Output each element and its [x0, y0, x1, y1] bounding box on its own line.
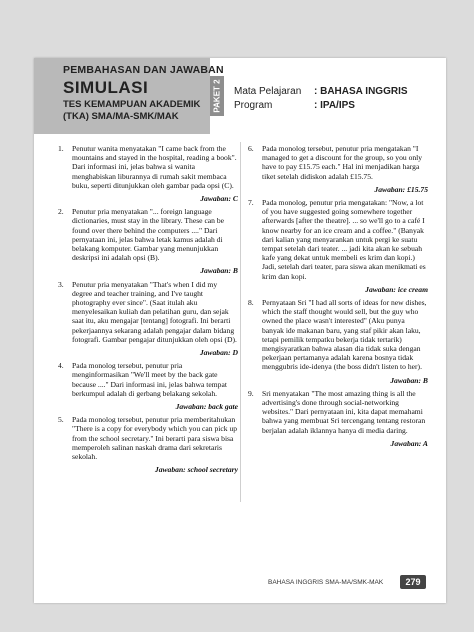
list-item: [248, 298, 428, 372]
list-item: [248, 144, 428, 181]
list-item: [248, 389, 428, 435]
header-subtitle-line2: (TKA) SMA/MA-SMK/MAK: [63, 111, 179, 122]
list-item: [58, 415, 238, 461]
answer-key: Jawaban: B: [200, 266, 238, 276]
subject-label: Mata Pelajaran: [234, 86, 302, 97]
item-number: 4.: [58, 361, 64, 371]
answer-key: Jawaban: back gate: [175, 402, 238, 412]
answer-key: Jawaban: ice cream: [365, 284, 428, 294]
item-number: 5.: [58, 415, 64, 425]
item-number: 1.: [58, 144, 64, 153]
item-number: 2.: [58, 207, 64, 217]
program-label: Program: [234, 100, 273, 111]
document-page: [34, 58, 446, 603]
left-column: [58, 144, 238, 479]
subject-value: : BAHASA INGGRIS: [314, 86, 408, 97]
header-title-line1: PEMBAHASAN DAN JAWABAN: [63, 64, 224, 76]
item-text: Pada monolog tersebut, penutur pria mengatakan "I managed to get a discount for the group, so you only have to pay £15.75 each." Hal ini menjadikan harga tiket setelah didiskon adalah £15.75.: [262, 144, 423, 181]
paket-tab: [210, 76, 224, 116]
subject-row: [234, 86, 408, 97]
item-number: 7.: [248, 198, 254, 208]
answer-key: Jawaban: C: [200, 194, 238, 204]
item-text: Penutur pria menyatakan "... foreign language dictionaries, must stay in the library. These can be found over there behind the computers ...." Dari pernyataan ini, jelas bahwa letak kamus adalah di belakang komputer. Gambar yang menunjukkan deskripsi ini adalah opsi (B).: [72, 207, 225, 263]
item-text: Pada monolog tersebut, penutur pria memberitahukan "There is a copy for everybody which you can pick up from the school secretary." Ini berarti para siswa bisa memperoleh salinan naskah drama dari sekretaris sekolah.: [72, 415, 238, 462]
list-item: [58, 207, 238, 262]
answer-key: Jawaban: A: [390, 438, 428, 448]
program-value: : IPA/IPS: [314, 100, 355, 111]
paket-label: PAKET 2: [212, 79, 222, 113]
column-divider: [240, 142, 241, 502]
right-column: [248, 144, 428, 452]
item-text: Pada monolog, penutur pria mengatakan: "Now, a lot of you have suggested going somewhere together afterwards [after the theatre]. ... so we'll go to a café I know nearby for an ice cream and a coffee." (Banyak dari kalian yang menyarankan untuk pergi ke suatu tempat setelah dari teater. ... jadi kita akan ke sebuah kafe yang dekat untuk membeli es krim dan kopi.) Jadi, setelah dari teater, para siswa akan menikmati es krim dan kopi.: [262, 198, 426, 281]
answer-key: Jawaban: £15.75: [374, 184, 428, 194]
item-number: 9.: [248, 388, 254, 398]
page-number: 279: [400, 575, 426, 589]
program-row: [234, 100, 355, 111]
item-number: 8.: [248, 298, 254, 308]
item-number: 6.: [248, 144, 254, 153]
item-text: Penutur wanita menyatakan "I came back from the mountains and stayed in the hospital, reading a book". Dari informasi ini, jelas bahwa si wanita menghabiskan liburannya di rumah sakit membaca buku, seperti ditunjukkan oleh gambar pada opsi (C).: [72, 144, 237, 190]
item-text: Pada monolog tersebut, penutur pria menginformasikan "We'll meet by the back gate because ...." Dari informasi ini, jelas bahwa tempat berkumpul adalah di gerbang belakang sekolah.: [72, 361, 227, 398]
list-item: [58, 144, 238, 190]
list-item: [58, 280, 238, 344]
answer-key: Jawaban: B: [390, 375, 428, 385]
list-item: [58, 361, 238, 398]
list-item: [248, 198, 428, 281]
item-text: Pernyataan Sri "I had all sorts of ideas for new dishes, which the staff thought would sell, but the guy who owned the place wasn't interested" (Aku punya banyak ide makanan baru, yang staf pikir akan laku, tetapi pemilik tempatku bekerja tidak tertarik) mengisyaratkan bahwa alasan dia tidak suka dengan pekerjaan pertamanya adalah karena bosnya tidak menggubris ide-idenya (the boss didn't listen to her).: [262, 298, 427, 372]
header-subtitle-line1: TES KEMAMPUAN AKADEMIK: [63, 99, 201, 110]
item-number: 3.: [58, 279, 64, 289]
header-title-line2: SIMULASI: [63, 78, 149, 97]
answer-key: Jawaban: D: [199, 348, 238, 358]
answer-key: Jawaban: school secretary: [154, 465, 238, 475]
footer-subject: BAHASA INGGRIS SMA-MA/SMK-MAK: [268, 579, 384, 586]
item-text: Sri menyatakan "The most amazing thing is all the advertising's done through social-networking websites." Dari pernyataan ini, kita dapat memahami bahwa yang membuat Sri tercengang tentang restoran berjalan adalah iklannya hanya di media daring.: [262, 388, 426, 435]
item-text: Penutur pria menyatakan "That's when I did my degree and teacher training, and I've taught photography ever since". (Saat itulah aku menyelesaikan kuliah dan pelatihan guru, dan sejak saat itu, aku mengajar [tentang] fotografi. Ini berarti pekerjaannya sekarang adalah pengajar dalam bidang fotografi. Gambar pengajar ditunjukkan oleh opsi (D).: [72, 279, 237, 344]
